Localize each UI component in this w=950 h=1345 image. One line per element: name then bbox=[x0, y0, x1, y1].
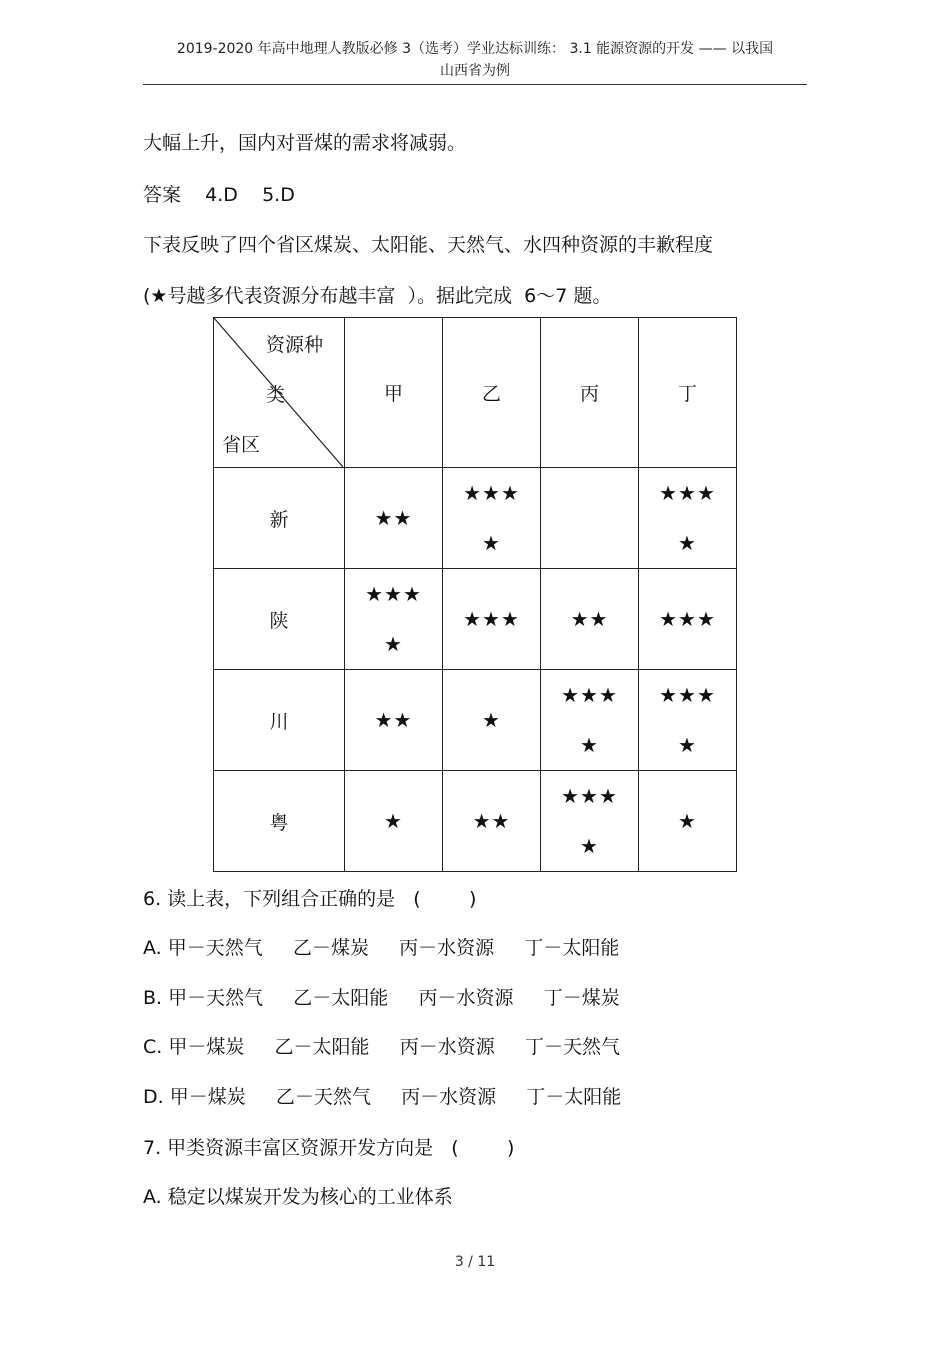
star-rating: ★★ bbox=[374, 506, 413, 530]
header-resource-label-cont: 类 bbox=[266, 384, 286, 406]
question-6: 6. 读上表，下列组合正确的是 ( ) bbox=[143, 888, 477, 910]
star-rating: ★★★ bbox=[659, 481, 716, 505]
star-rating: ★ bbox=[678, 733, 697, 757]
star-rating: ★ bbox=[580, 733, 599, 757]
region-cell: 粤 bbox=[214, 771, 345, 872]
star-rating: ★ bbox=[678, 531, 697, 555]
header-line-1: 2019-2020 年高中地理人教版必修 3（选考）学业达标训练： 3.1 能源资源的开发 —— 以我国 bbox=[176, 41, 774, 57]
rating-cell bbox=[639, 670, 737, 771]
table-row bbox=[214, 468, 737, 569]
rating-cell bbox=[345, 569, 443, 670]
star-rating: ★ bbox=[482, 708, 501, 732]
rating-cell bbox=[443, 468, 541, 569]
answer-text: 答案 4.D 5.D bbox=[143, 184, 295, 206]
rating-cell bbox=[541, 670, 639, 771]
header-line-2: 山西省为例 bbox=[440, 63, 510, 79]
star-rating: ★★★ bbox=[365, 582, 422, 606]
table-row bbox=[214, 569, 737, 670]
star-rating: ★★ bbox=[570, 607, 609, 631]
star-rating: ★★★ bbox=[561, 683, 618, 707]
page-header bbox=[143, 38, 807, 82]
region-cell: 川 bbox=[214, 670, 345, 771]
page-number: 3 / 11 bbox=[454, 1254, 496, 1270]
header-rule bbox=[143, 84, 807, 85]
resource-table bbox=[213, 317, 737, 872]
star-rating: ★★ bbox=[472, 809, 511, 833]
star-rating: ★ bbox=[384, 632, 403, 656]
star-rating: ★★★ bbox=[659, 607, 716, 631]
rating-cell bbox=[639, 468, 737, 569]
column-header: 甲 bbox=[345, 318, 443, 468]
column-header: 乙 bbox=[443, 318, 541, 468]
star-rating: ★★★ bbox=[463, 607, 520, 631]
question-7: 7. 甲类资源丰富区资源开发方向是 ( ) bbox=[143, 1137, 515, 1159]
column-header: 丙 bbox=[541, 318, 639, 468]
description-line-2: (★号越多代表资源分布越丰富 ）。据此完成 6～7 题。 bbox=[143, 285, 612, 307]
star-rating: ★★ bbox=[374, 708, 413, 732]
q6-option-c: C. 甲－煤炭 乙－太阳能 丙－水资源 丁－天然气 bbox=[143, 1036, 620, 1058]
rating-cell bbox=[443, 569, 541, 670]
region-cell: 陕 bbox=[214, 569, 345, 670]
header-region-label: 省区 bbox=[222, 434, 261, 456]
table-row bbox=[214, 771, 737, 872]
star-rating: ★ bbox=[678, 809, 697, 833]
rating-cell bbox=[639, 771, 737, 872]
star-rating: ★★★ bbox=[659, 683, 716, 707]
star-rating: ★★★ bbox=[463, 481, 520, 505]
star-rating: ★★★ bbox=[561, 784, 618, 808]
star-rating: ★ bbox=[580, 834, 599, 858]
rating-cell bbox=[345, 670, 443, 771]
rating-cell bbox=[541, 468, 639, 569]
header-resource-label: 资源种 bbox=[266, 334, 324, 356]
table-header-row bbox=[214, 318, 737, 468]
q6-option-a: A. 甲－天然气 乙－煤炭 丙－水资源 丁－太阳能 bbox=[143, 937, 620, 959]
rating-cell bbox=[639, 569, 737, 670]
column-header: 丁 bbox=[639, 318, 737, 468]
q6-option-d: D. 甲－煤炭 乙－天然气 丙－水资源 丁－太阳能 bbox=[143, 1086, 622, 1108]
rating-cell bbox=[345, 468, 443, 569]
rating-cell bbox=[443, 670, 541, 771]
region-cell: 新 bbox=[214, 468, 345, 569]
rating-cell bbox=[541, 569, 639, 670]
table-row bbox=[214, 670, 737, 771]
star-rating: ★ bbox=[482, 531, 501, 555]
intro-text: 大幅上升，国内对晋煤的需求将减弱。 bbox=[143, 132, 467, 154]
q7-option-a: A. 稳定以煤炭开发为核心的工业体系 bbox=[143, 1186, 453, 1208]
diagonal-header-cell bbox=[214, 318, 345, 468]
star-rating: ★ bbox=[384, 809, 403, 833]
rating-cell bbox=[541, 771, 639, 872]
q6-option-b: B. 甲－天然气 乙－太阳能 丙－水资源 丁－煤炭 bbox=[143, 987, 620, 1009]
description-line-1: 下表反映了四个省区煤炭、太阳能、天然气、水四种资源的丰歉程度 bbox=[143, 234, 714, 256]
rating-cell bbox=[443, 771, 541, 872]
rating-cell bbox=[345, 771, 443, 872]
